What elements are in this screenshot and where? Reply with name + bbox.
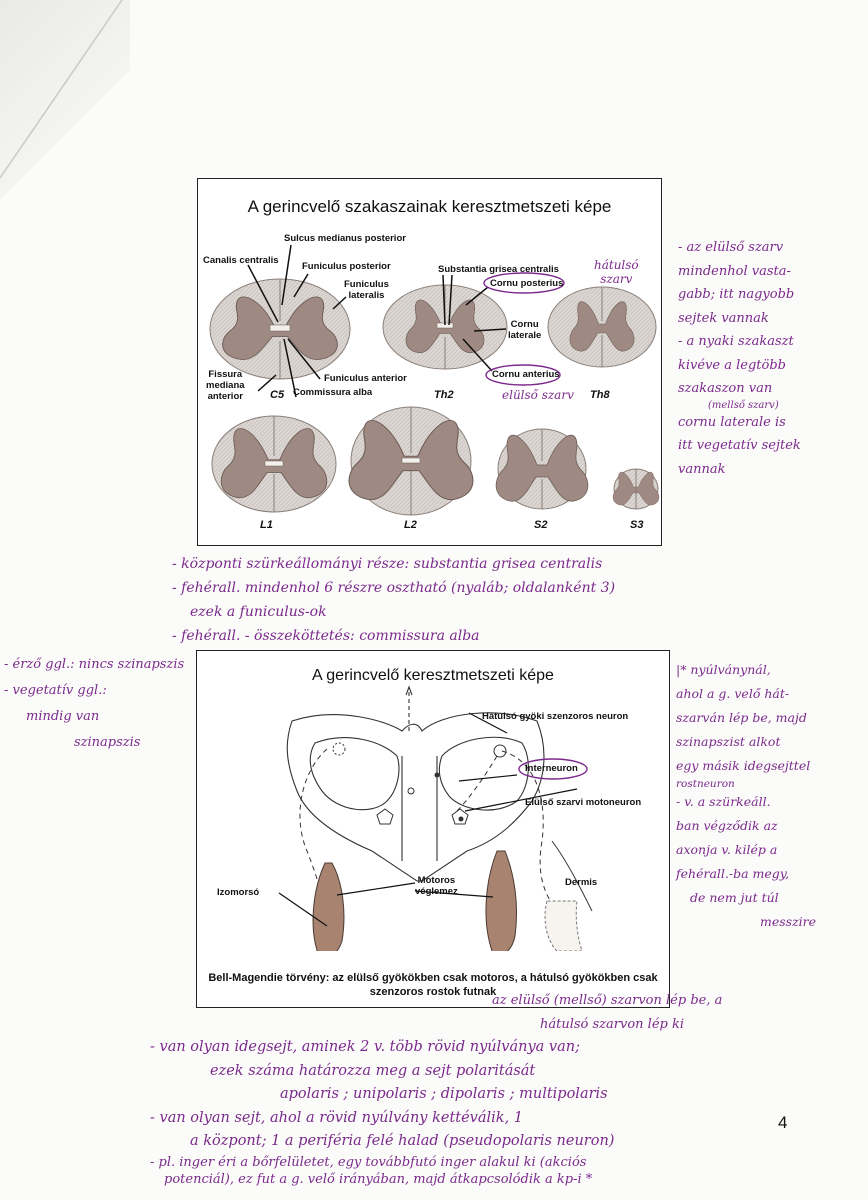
caption-addition-2: hátulsó szarvon lép ki (540, 1017, 685, 1032)
figure1-title: A gerincvelő szakaszainak keresztmetszeti képe (247, 197, 612, 216)
note-hatulso-szarv: hátulsó szarv (594, 258, 639, 286)
page-number: 4 (778, 1113, 788, 1132)
label-elulso-motoneuron: Elülső szarvi motoneuron (525, 797, 642, 808)
label-funiculus-lateralis: Funiculus lateralis (344, 279, 389, 301)
label-cornu-anterius: Cornu anterius (492, 369, 560, 380)
label-cornu-laterale: Cornu laterale (508, 319, 542, 341)
segment-s2 (496, 429, 588, 509)
segment-th2 (383, 285, 507, 369)
label-canalis: Canalis centralis (203, 255, 279, 266)
note-elulso-szarv: elülső szarv (502, 388, 574, 402)
caption-addition: az elülső (mellső) szarvon lép be, a (492, 993, 723, 1008)
segment-s3 (613, 469, 659, 509)
bell-magendie-caption: Bell-Magendie törvény: az elülső gyökökben csak motoros, a hátulsó gyökökben csak szenzoros rostok futnak (208, 972, 658, 998)
figure-spinal-reflex (196, 650, 670, 1008)
middle-notes: - központi szürkeállományi része: substantia grisea centralis - fehérall. mindenhol 6 részre osztható (nyaláb; oldalanként 3) ezek a funiculus-ok - fehérall. - összeköttetés: commissura alba (172, 556, 616, 644)
label-dermis: Dermis (565, 877, 598, 888)
segments-drawing (198, 179, 660, 544)
segment-label-c5: C5 (270, 389, 285, 401)
bottom-notes: - van olyan idegsejt, aminek 2 v. több rövid nyúlványa van; ezek száma határozza meg a sejt polaritását apolaris ; unipolaris ; dipolaris ; multipolaris - van olyan sejt, ahol a rövid nyúlvány kettéválik, 1 a központ; 1 a periféria felé halad (pseudopolaris neuron) - pl. inger éri a bőrfelületet, egy továbbfutó inger alakul ki (akciós potenciál), ez fut a g. velő irányában, majd átkapcsolódik a kp-i * (150, 1039, 615, 1187)
segment-label-l2: L2 (404, 519, 417, 531)
label-hatulso-neuron: Hátulsó gyöki szenzoros neuron (482, 711, 629, 722)
label-interneuron: Interneuron (525, 763, 578, 774)
figure-spinal-segments (197, 178, 662, 546)
label-cornu-posterius: Cornu posterius (490, 278, 564, 289)
left-notes: - érző ggl.: nincs szinapszis - vegetatív ggl.: mindig van szinapszis (4, 657, 185, 750)
segment-label-th2: Th2 (434, 389, 454, 401)
segment-c5 (210, 279, 350, 379)
segment-l1 (212, 416, 336, 512)
label-fissura: Fissura mediana anterior (206, 369, 245, 402)
segment-l2 (349, 407, 473, 515)
label-sulcus: Sulcus medianus posterior (284, 233, 406, 244)
right-notes-2: |* nyúlványnál, ahol a g. velő hát- szarván lép be, majd szinapszist alkot egy másik idegsejttel rostneuron - v. a szürkeáll. ban végződik az axonja v. kilép a fehérall.-ba megy, de nem jut túl messzire (676, 662, 817, 929)
label-funiculus-anterior: Funiculus anterior (324, 373, 407, 384)
segment-label-th8: Th8 (590, 389, 610, 401)
label-funiculus-posterior: Funiculus posterior (302, 261, 391, 272)
segment-th8 (548, 287, 656, 367)
page-fold-line (0, 0, 140, 200)
segment-label-s2: S2 (534, 519, 548, 531)
segment-label-l1: L1 (260, 519, 273, 531)
label-izomorso: Izomorsó (217, 887, 260, 898)
label-substantia: Substantia grisea centralis (438, 264, 559, 275)
label-motoros-veglemez: Motoros véglemez (415, 875, 458, 897)
label-commissura: Commissura alba (293, 387, 373, 398)
figure2-title: A gerincvelő keresztmetszeti képe (312, 667, 554, 684)
right-notes-1: - az elülső szarv mindenhol vasta- gabb; itt nagyobb sejtek vannak - a nyaki szakaszt kivéve a legtöbb szakaszon van (mellső szarv) cornu laterale is itt vegetatív sejtek vannak (678, 240, 801, 477)
segment-label-s3: S3 (630, 519, 644, 531)
